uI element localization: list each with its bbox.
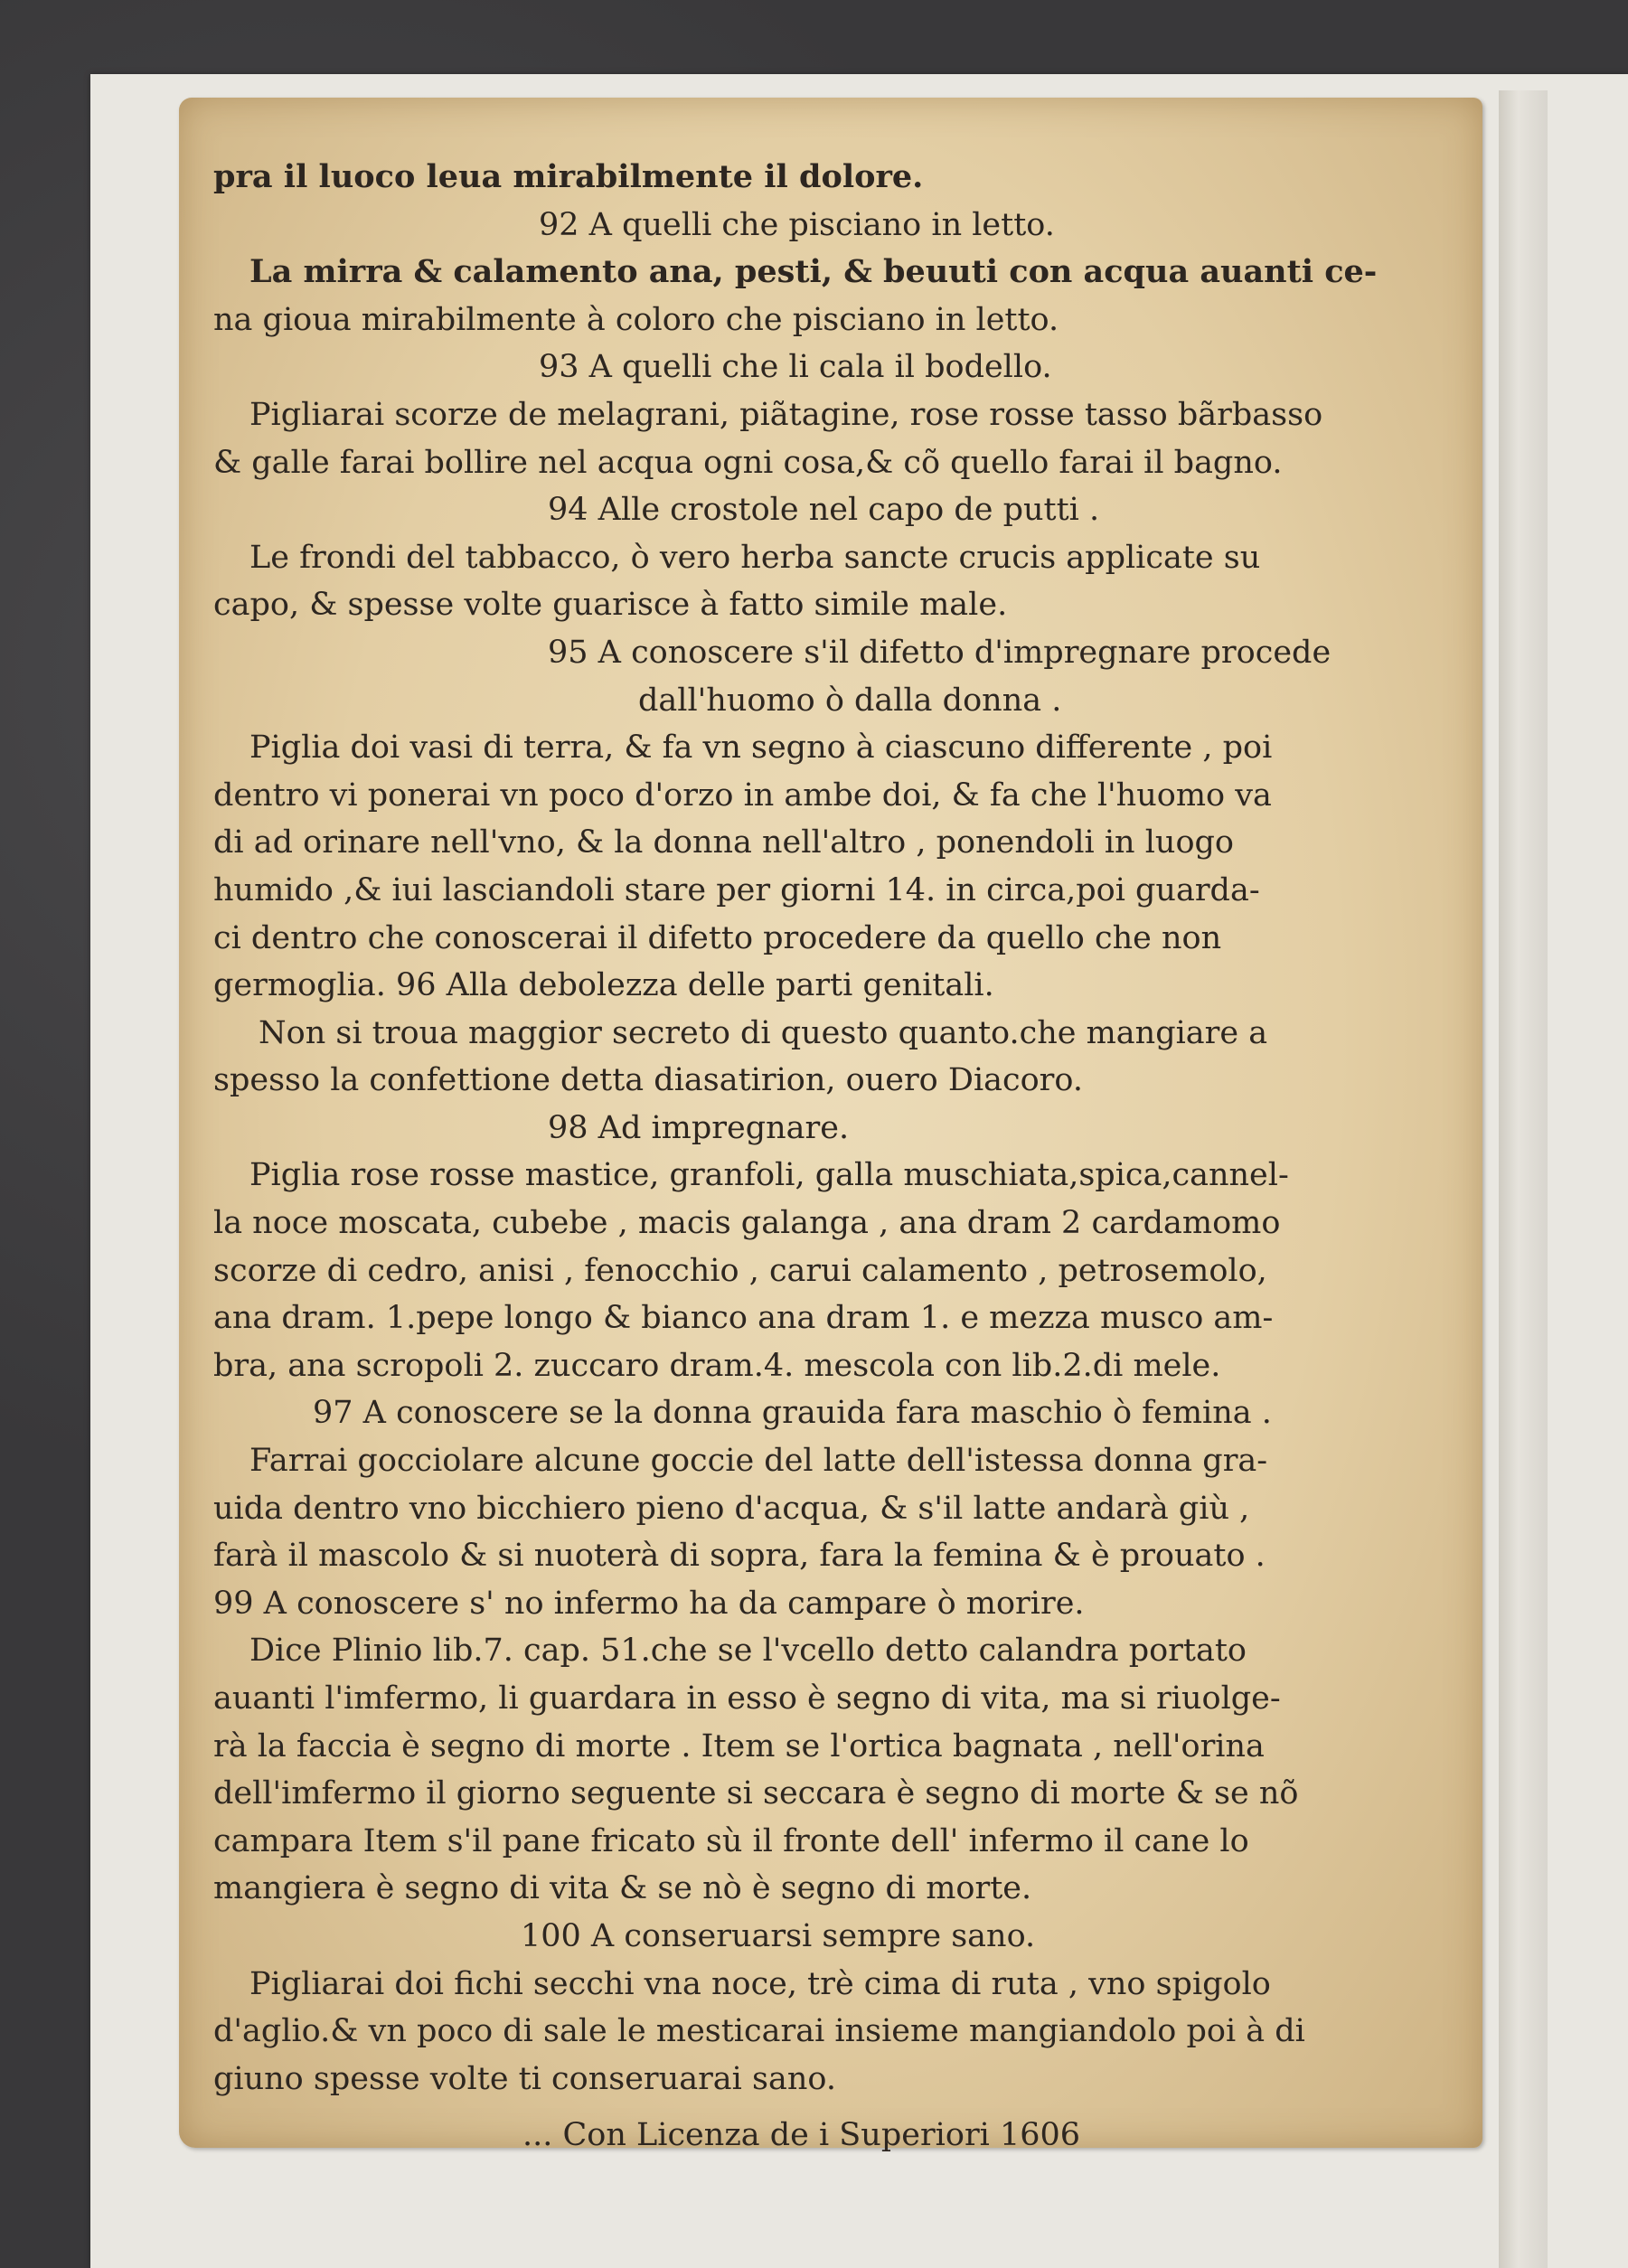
text-line: Pigliarai scorze de melagrani, piãtagine, rose rosse tasso bãrbasso <box>249 396 1323 433</box>
text-line: auanti l'imfermo, li guardara in esso è segno di vita, ma si riuolge- <box>213 1680 1281 1717</box>
text-line: giuno spesse volte ti conseruarai sano. <box>213 2060 836 2097</box>
text-line: capo, & spesse volte guarisce à fatto simile male. <box>213 587 1008 624</box>
text-line: 93 A quelli che li cala il bodello. <box>539 349 1052 386</box>
text-line: pra il luoco leua mirabilmente il dolore. <box>213 158 924 195</box>
text-line: 94 Alle crostole nel capo de putti . <box>548 492 1100 529</box>
text-line: mangiera è segno di vita & se nò è segno di morte. <box>213 1870 1032 1907</box>
text-line: Farrai gocciolare alcune goccie del latte dell'istessa donna gra- <box>249 1443 1268 1480</box>
text-line: & galle farai bollire nel acqua ogni cosa,& cõ quello farai il bagno. <box>213 444 1283 481</box>
text-line: germoglia. 96 Alla debolezza delle parti genitali. <box>213 967 994 1004</box>
text-line: dall'huomo ò dalla donna . <box>638 682 1062 719</box>
text-line: La mirra & calamento ana, pesti, & beuuti con acqua auanti ce- <box>249 253 1378 291</box>
text-line: dell'imfermo il giorno seguente si seccara è segno di morte & se nõ <box>213 1775 1299 1812</box>
text-line: uida dentro vno bicchiero pieno d'acqua, & s'il latte andarà giù , <box>213 1490 1250 1527</box>
text-line: 99 A conoscere s' no infermo ha da campare ò morire. <box>213 1585 1085 1622</box>
text-line: spesso la confettione detta diasatirion, ouero Diacoro. <box>213 1062 1083 1099</box>
binding-gutter <box>1499 90 1548 2268</box>
book-page <box>179 98 1482 2153</box>
text-line: 98 Ad impregnare. <box>548 1109 850 1146</box>
text-line: rà la faccia è segno di morte . Item se l'ortica bagnata , nell'orina <box>213 1727 1265 1765</box>
text-line: ana dram. 1.pepe longo & bianco ana dram 1. e mezza musco am- <box>213 1300 1274 1337</box>
text-line: scorze di cedro, anisi , fenocchio , carui calamento , petrosemolo, <box>213 1252 1267 1289</box>
text-line: d'aglio.& vn poco di sale le mesticarai insieme mangiandolo poi à di <box>213 2013 1305 2050</box>
text-line: humido ,& iui lasciandoli stare per giorni 14. in circa,poi guarda- <box>213 871 1260 908</box>
text-line: la noce moscata, cubebe , macis galanga , ana dram 2 cardamomo <box>213 1205 1281 1242</box>
text-line: di ad orinare nell'vno, & la donna nell'altro , ponendoli in luogo <box>213 824 1234 861</box>
text-line: Non si troua maggior secreto di questo quanto.che mangiare a <box>259 1014 1268 1051</box>
text-line: 97 A conoscere se la donna grauida fara maschio ò femina . <box>313 1395 1272 1432</box>
text-line: ci dentro che conoscerai il difetto procedere da quello che non <box>213 919 1222 956</box>
text-line: Dice Plinio lib.7. cap. 51.che se l'vcello detto calandra portato <box>249 1633 1247 1670</box>
text-line: Piglia doi vasi di terra, & fa vn segno à ciascuno differente , poi <box>249 729 1273 767</box>
text-line: 95 A conoscere s'il difetto d'impregnare procede <box>548 634 1332 671</box>
text-line: Pigliarai doi fichi secchi vna noce, trè cima di ruta , vno spigolo <box>249 1965 1271 2002</box>
text-line: na gioua mirabilmente à coloro che pisciano in letto. <box>213 301 1059 338</box>
text-line: bra, ana scropoli 2. zuccaro dram.4. mescola con lib.2.di mele. <box>213 1347 1221 1384</box>
text-line: 92 A quelli che pisciano in letto. <box>539 206 1055 243</box>
text-line: Le frondi del tabbacco, ò vero herba sancte crucis applicate su <box>249 539 1261 576</box>
page-text <box>213 154 1461 2103</box>
cut-off-imprint <box>522 2117 1246 2159</box>
text-line: Piglia rose rosse mastice, granfoli, galla muschiata,spica,cannel- <box>249 1157 1289 1194</box>
text-line: dentro vi ponerai vn poco d'orzo in ambe doi, & fa che l'huomo va <box>213 776 1272 814</box>
imprint-text: ... Con Licenza de i Superiori 1606 <box>522 2117 1081 2153</box>
text-line: farà il mascolo & si nuoterà di sopra, fara la femina & è prouato . <box>213 1538 1266 1575</box>
text-line: campara Item s'il pane fricato sù il fronte dell' infermo il cane lo <box>213 1822 1249 1859</box>
text-line: 100 A conseruarsi sempre sano. <box>521 1917 1036 1954</box>
